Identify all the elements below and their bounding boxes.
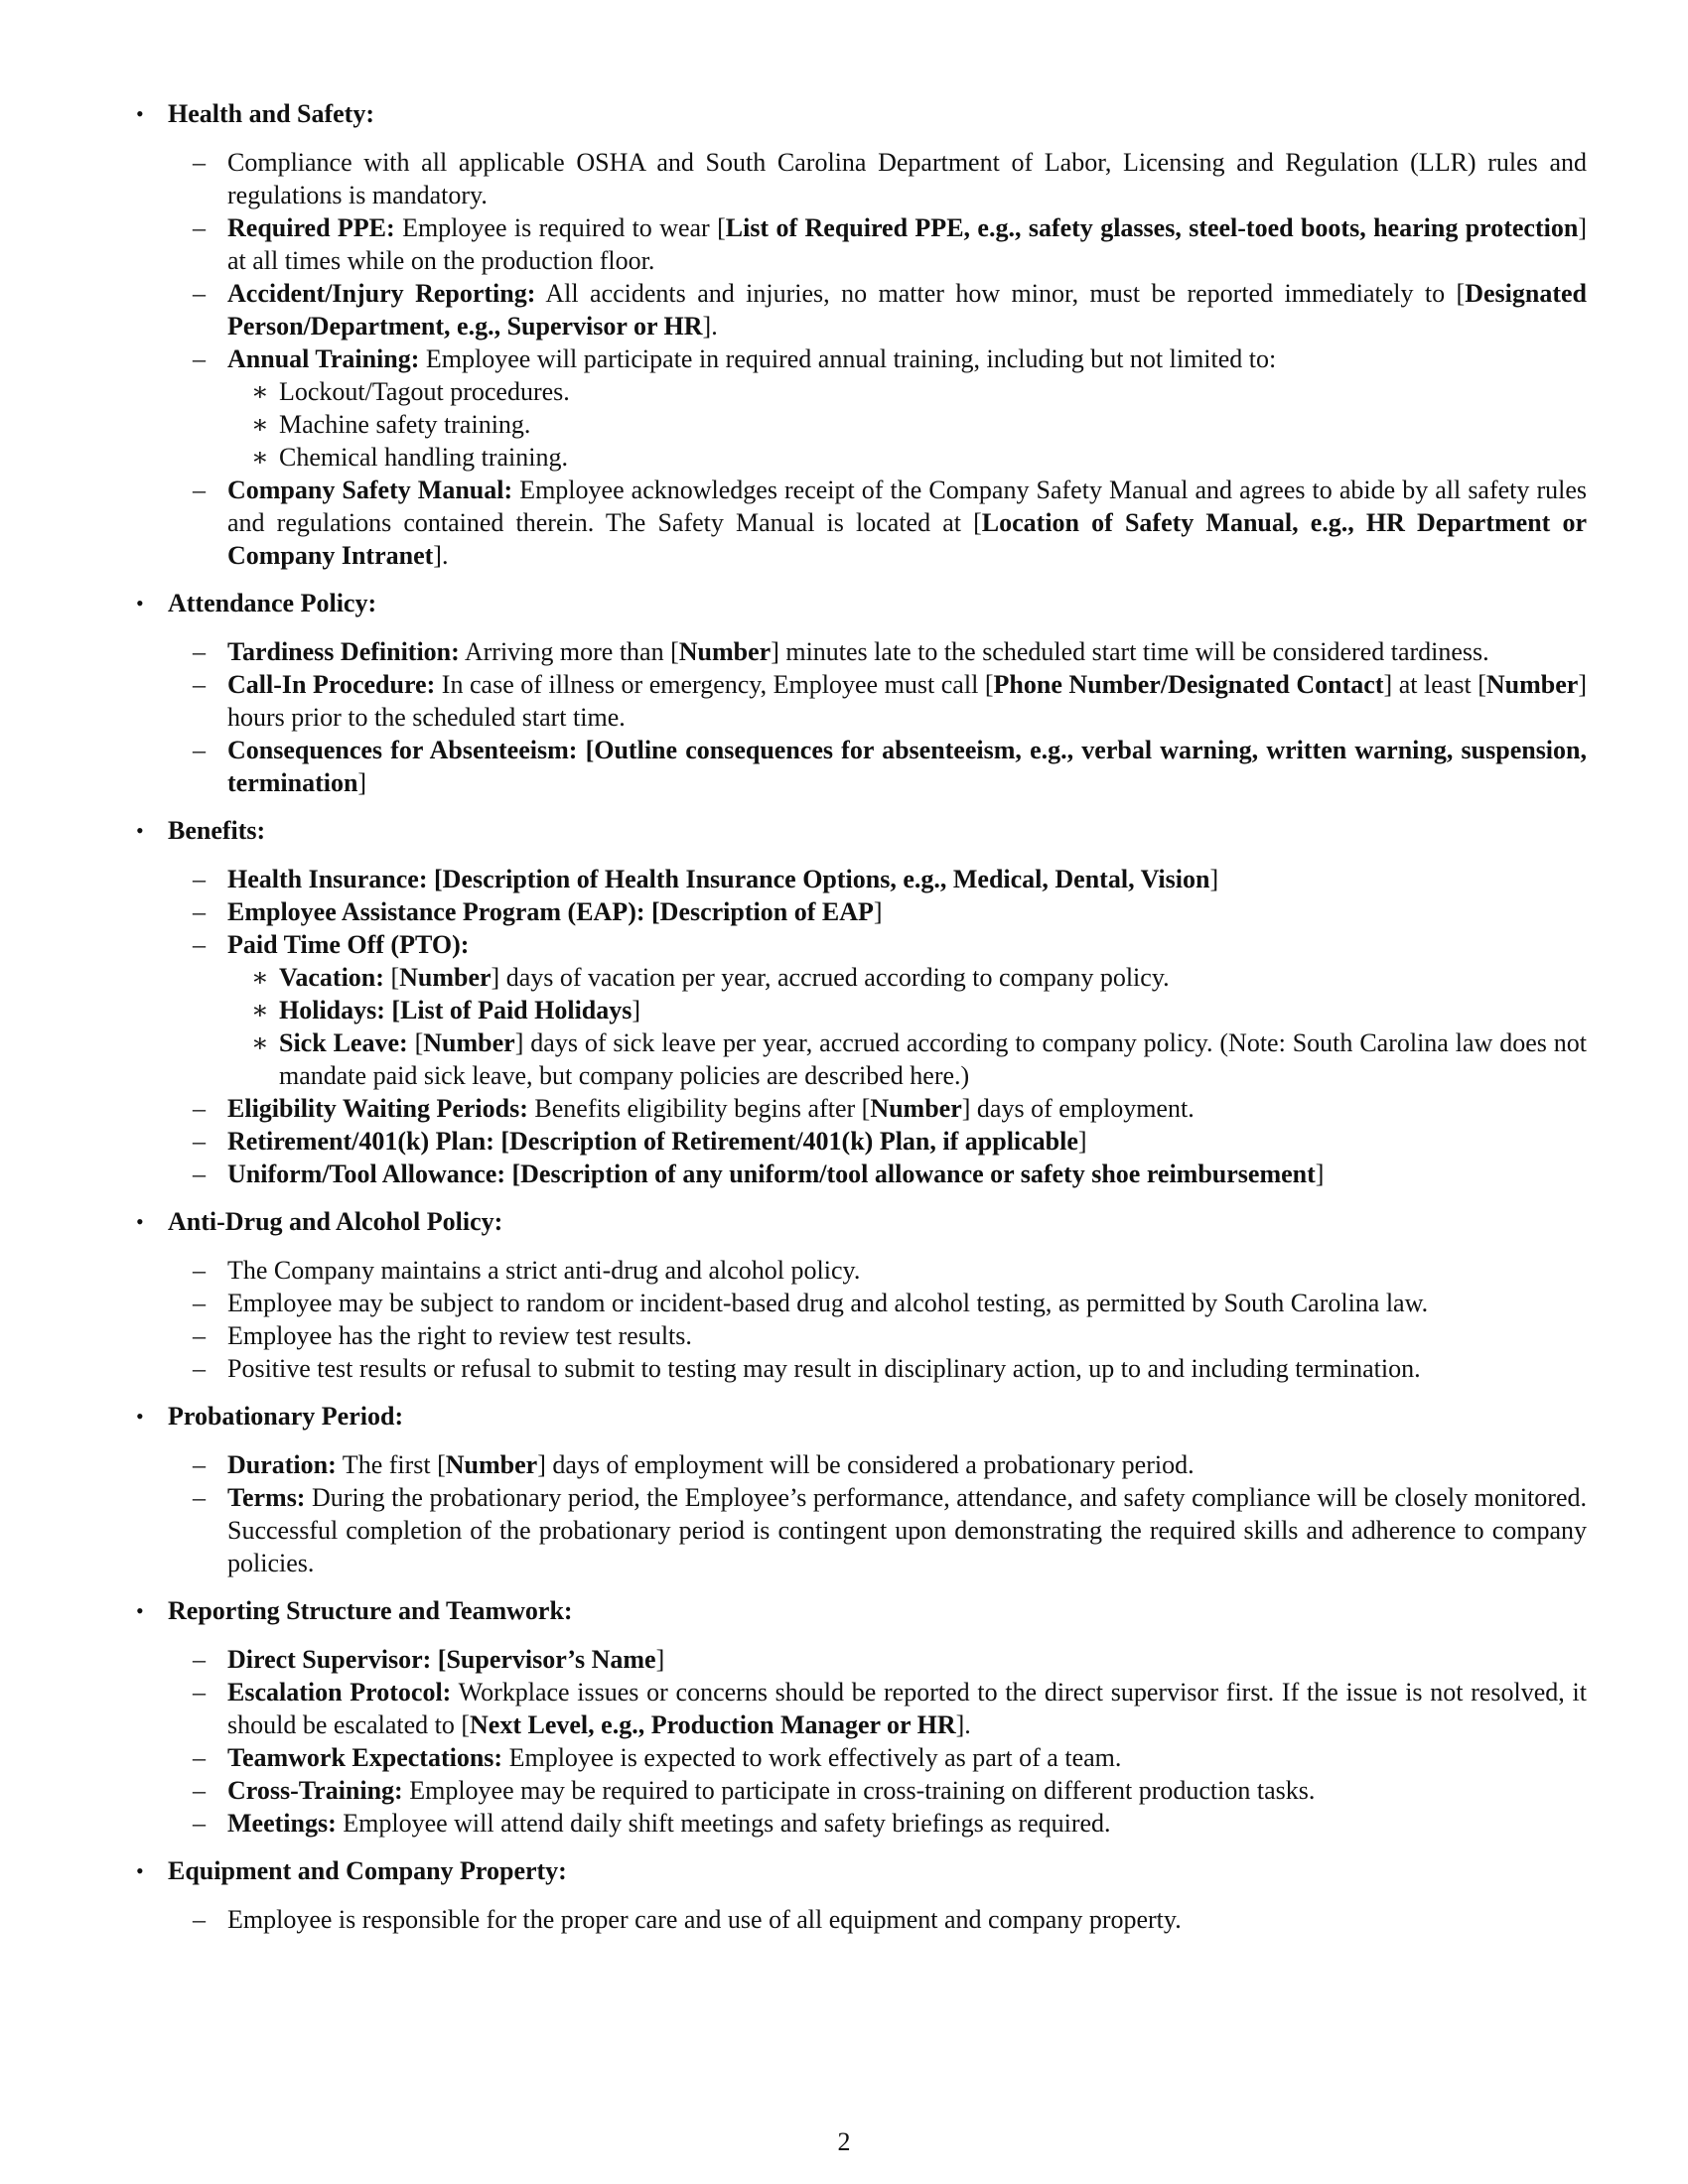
section-heading: Probationary Period: [168,1402,404,1431]
document-page [132,97,1587,1951]
text-run: Employee acknowledges receipt of the Company Safety Manual and agrees to abide by all safety rules and regulations contained therein. The Safety Manual is located at [ [227,476,1587,537]
asterisk-icon: ∗ [251,377,269,406]
list-item [168,668,1587,734]
text-run: ] [1077,1127,1087,1156]
text-run: ]. [702,312,718,341]
text-run: Employee is expected to work effectively as part of a team. [502,1743,1122,1772]
section-heading: Equipment and Company Property: [168,1856,567,1885]
text-run: Employee may be subject to random or incident-based drug and alcohol testing, as permitted by South Carolina law. [227,1289,1429,1317]
text-run: ] hours prior to the scheduled start time. [227,670,1587,732]
text-run: Employee has the right to review test results. [227,1321,692,1350]
dash-icon: – [193,344,206,373]
dash-icon: – [193,1645,206,1674]
item-list [168,1254,1587,1385]
dash-icon: – [193,670,206,699]
dash-icon: – [193,1256,206,1285]
list-item [168,146,1587,211]
bold-text: Company Safety Manual: [227,476,513,504]
text-run: All accidents and injuries, no matter how minor, must be reported immediately to [ [535,279,1466,308]
bold-text: Holidays: [List of Paid Holidays [279,996,633,1024]
bullet-icon: • [136,818,144,843]
list-item [168,474,1587,572]
list-item [168,1481,1587,1579]
text-run: ] at all times while on the production floor. [227,213,1587,275]
bold-text: Annual Training: [227,344,420,373]
text-run: Employee is required to wear [ [394,213,726,242]
section-heading: Health and Safety: [168,99,374,128]
text-run: ] minutes late to the scheduled start time will be considered tardiness. [771,637,1489,666]
asterisk-icon: ∗ [251,443,269,472]
text-run: ] [357,768,367,797]
list-item [168,1903,1587,1936]
bold-text: Number [445,1450,538,1479]
list-item [168,1643,1587,1676]
section-list [132,97,1587,1936]
bold-text: List of Required PPE, e.g., safety glasses, steel-toed boots, hearing protection [725,213,1579,242]
list-item [168,1448,1587,1481]
text-run: Machine safety training. [279,410,531,439]
bold-text: Accident/Injury Reporting: [227,279,536,308]
text-run: ] days of sick leave per year, accrued according to company policy. (Note: South Carolina law does not mandate paid sick leave, but company policies are described here.) [279,1028,1588,1090]
bold-text: Health Insurance: [Description of Health Insurance Options, e.g., Medical, Dental, Vision [227,865,1210,893]
bold-text: Meetings: [227,1809,337,1838]
bold-text: Direct Supervisor: [Supervisor’s Name [227,1645,656,1674]
section [132,587,1587,799]
text-run: The first [ [336,1450,446,1479]
list-item [168,1741,1587,1774]
bullet-icon: • [136,1858,144,1883]
list-item [168,734,1587,799]
list-item [168,1352,1587,1385]
list-item [168,342,1587,474]
dash-icon: – [193,1321,206,1350]
text-run: Employee is responsible for the proper care and use of all equipment and company property. [227,1905,1182,1934]
text-run: Compliance with all applicable OSHA and South Carolina Department of Labor, Licensing and Regulation (LLR) rules and regulations is mandatory. [227,148,1587,209]
list-item [168,1319,1587,1352]
dash-icon: – [193,1127,206,1156]
bold-text: Cross-Training: [227,1776,403,1805]
text-run: ] days of vacation per year, accrued according to company policy. [491,963,1170,992]
dash-icon: – [193,897,206,926]
section [132,97,1587,572]
list-item [168,1287,1587,1319]
section-heading: Reporting Structure and Teamwork: [168,1596,573,1625]
bold-text: Vacation: [279,963,384,992]
item-list [168,146,1587,572]
sub-list-item [227,408,1587,441]
bold-text: Number [423,1028,515,1057]
item-list [168,1448,1587,1579]
text-run: ] at least [ [1383,670,1486,699]
dash-icon: – [193,1776,206,1805]
text-run: Chemical handling training. [279,443,568,472]
dash-icon: – [193,1289,206,1317]
bold-text: Number [1485,670,1579,699]
text-run: The Company maintains a strict anti-drug and alcohol policy. [227,1256,861,1285]
dash-icon: – [193,1678,206,1706]
dash-icon: – [193,1809,206,1838]
dash-icon: – [193,1160,206,1188]
sub-list-item [227,441,1587,474]
text-run: ] days of employment. [961,1094,1195,1123]
bold-text: Required PPE: [227,213,395,242]
list-item [168,863,1587,895]
bold-text: Sick Leave: [279,1028,408,1057]
dash-icon: – [193,930,206,959]
bold-text: Number [399,963,492,992]
bold-text: Next Level, e.g., Production Manager or HR [470,1710,956,1739]
text-run: Employee will attend daily shift meetings and safety briefings as required. [336,1809,1111,1838]
list-item [168,635,1587,668]
text-run: Employee will participate in required annual training, including but not limited to: [419,344,1277,373]
sub-list-item [227,994,1587,1026]
text-run: Arriving more than [ [459,637,679,666]
list-item [168,1807,1587,1840]
dash-icon: – [193,1354,206,1383]
section [132,1594,1587,1840]
bold-text: Escalation Protocol: [227,1678,452,1706]
bold-text: Consequences for Absenteeism: [Outline consequences for absenteeism, e.g., verbal warning, written warning, suspension, termination [227,736,1587,797]
list-item [168,277,1587,342]
dash-icon: – [193,1094,206,1123]
dash-icon: – [193,279,206,308]
bold-text: Employee Assistance Program (EAP): [Description of EAP [227,897,874,926]
sub-item-list [227,375,1587,474]
list-item [168,1774,1587,1807]
dash-icon: – [193,736,206,764]
dash-icon: – [193,1483,206,1512]
text-run: During the probationary period, the Employee’s performance, attendance, and safety compliance will be closely monitored. Successful completion of the probationary period is contingent upon demonstrating the required skills and adherence to company policies. [227,1483,1587,1577]
text-run: Positive test results or refusal to submit to testing may result in disciplinary action, up to and including termination. [227,1354,1421,1383]
text-run: ] days of employment will be considered a probationary period. [537,1450,1195,1479]
section-heading: Anti-Drug and Alcohol Policy: [168,1207,503,1236]
dash-icon: – [193,637,206,666]
section [132,1205,1587,1385]
bold-text: Designated Person/Department, e.g., Supervisor or HR [227,279,1587,341]
bullet-icon: • [136,1209,144,1234]
bold-text: Terms: [227,1483,306,1512]
bold-text: Duration: [227,1450,337,1479]
list-item [168,1676,1587,1741]
item-list [168,1643,1587,1840]
text-run: ] [632,996,641,1024]
asterisk-icon: ∗ [251,963,269,992]
sub-list-item [227,1026,1587,1092]
dash-icon: – [193,1450,206,1479]
bold-text: Eligibility Waiting Periods: [227,1094,528,1123]
bullet-icon: • [136,1598,144,1623]
list-item [168,1158,1587,1190]
asterisk-icon: ∗ [251,996,269,1024]
text-run: [ [383,963,400,992]
item-list [168,635,1587,799]
dash-icon: – [193,148,206,177]
bullet-icon: • [136,101,144,126]
bold-text: Uniform/Tool Allowance: [Description of any uniform/tool allowance or safety shoe reimbursement [227,1160,1316,1188]
sub-list-item [227,961,1587,994]
item-list [168,863,1587,1190]
page-number: 2 [837,2127,851,2156]
section [132,814,1587,1190]
list-item [168,895,1587,928]
list-item [168,1125,1587,1158]
text-run: ] [873,897,883,926]
bold-text: Teamwork Expectations: [227,1743,503,1772]
section-heading: Benefits: [168,816,266,845]
text-run: ]. [433,541,449,570]
text-run: ] [1209,865,1219,893]
text-run: Employee may be required to participate in cross-training on different production tasks. [402,1776,1316,1805]
dash-icon: – [193,865,206,893]
dash-icon: – [193,1905,206,1934]
text-run: ]. [955,1710,971,1739]
bold-text: Location of Safety Manual, e.g., HR Department or Company Intranet [227,508,1587,570]
bold-text: Retirement/401(k) Plan: [Description of Retirement/401(k) Plan, if applicable [227,1127,1078,1156]
list-item [168,211,1587,277]
bold-text: Tardiness Definition: [227,637,460,666]
text-run: In case of illness or emergency, Employee must call [ [435,670,994,699]
list-item [168,928,1587,1092]
text-run: ] [655,1645,665,1674]
bullet-icon: • [136,1404,144,1429]
bold-text: Number [870,1094,962,1123]
section-heading: Attendance Policy: [168,589,377,617]
text-run: [ [407,1028,424,1057]
text-run: ] [1315,1160,1325,1188]
text-run: Lockout/Tagout procedures. [279,377,570,406]
bold-text: Phone Number/Designated Contact [993,670,1384,699]
text-run: Benefits eligibility begins after [ [527,1094,871,1123]
section [132,1854,1587,1936]
item-list [168,1903,1587,1936]
bold-text: Call-In Procedure: [227,670,436,699]
asterisk-icon: ∗ [251,1028,269,1057]
section [132,1400,1587,1579]
bold-text: Number [678,637,772,666]
dash-icon: – [193,476,206,504]
dash-icon: – [193,1743,206,1772]
sub-list-item [227,375,1587,408]
list-item [168,1092,1587,1125]
dash-icon: – [193,213,206,242]
bold-text: Paid Time Off (PTO): [227,930,470,959]
list-item [168,1254,1587,1287]
asterisk-icon: ∗ [251,410,269,439]
text-run: Workplace issues or concerns should be reported to the direct supervisor first. If the issue is not resolved, it should be escalated to [ [227,1678,1587,1739]
sub-item-list [227,961,1587,1092]
bullet-icon: • [136,591,144,615]
